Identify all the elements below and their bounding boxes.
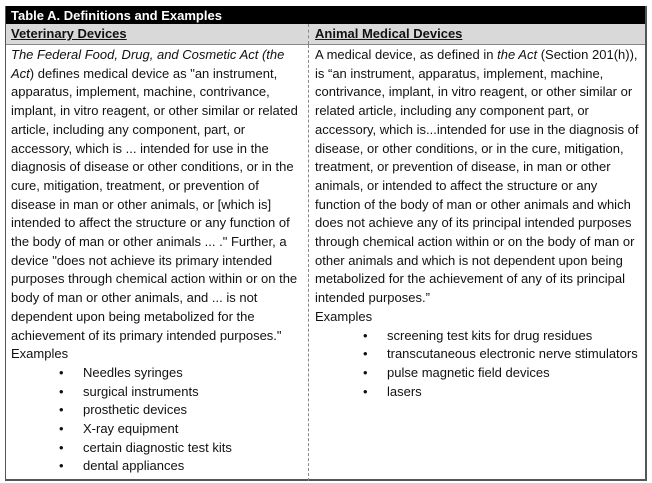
list-item bbox=[11, 457, 304, 476]
list-item bbox=[11, 383, 304, 402]
act-italic-reference: the Act bbox=[497, 47, 538, 62]
example-text: lasers bbox=[387, 383, 422, 399]
example-text: prosthetic devices bbox=[83, 402, 188, 418]
bullet-icon: • bbox=[363, 364, 368, 380]
column-heading-animal-medical-devices: Animal Medical Devices bbox=[315, 26, 463, 41]
example-text: Needles syringes bbox=[83, 364, 183, 380]
example-text: transcutaneous electronic nerve stimulators bbox=[387, 346, 638, 362]
example-text: pulse magnetic field devices bbox=[387, 364, 550, 380]
bullet-icon: • bbox=[363, 346, 368, 362]
animal-definition bbox=[315, 46, 639, 308]
bullet-icon: • bbox=[363, 383, 368, 399]
bullet-icon: • bbox=[59, 402, 64, 418]
example-text: certain diagnostic test kits bbox=[83, 439, 232, 455]
definition-text-after: (Section 201(h)), is “an instrument, apparatus, implement, machine, contrivance, implant, in vitro reagent, or other similar or related article, including any component part, or accessory, which is...intended for use in the diagnosis of disease, or other conditions, or in the cure, mitigation, treatment, or prevention of disease, in man or other animals, or intended to affect the structure or any function of the body of man or other animals and which does not achieve any of its principal intended purposes through chemical action within or on the body of man or other animals and which is not dependent upon being metabolized for the achievement of any of its principal intended purposes.” bbox=[315, 47, 639, 306]
bullet-icon: • bbox=[59, 439, 64, 455]
definitions-table bbox=[5, 6, 647, 481]
list-item bbox=[315, 364, 639, 383]
bullet-icon: • bbox=[59, 458, 64, 474]
example-text: X-ray equipment bbox=[83, 421, 179, 437]
column-heading-veterinary-devices: Veterinary Devices bbox=[6, 24, 309, 44]
examples-label: Examples bbox=[315, 308, 373, 324]
list-item bbox=[11, 420, 304, 439]
veterinary-definition bbox=[11, 46, 304, 345]
definition-text-before: A medical device, as defined in bbox=[315, 47, 498, 62]
bullet-icon: • bbox=[363, 327, 368, 343]
animal-examples-list bbox=[315, 327, 639, 402]
list-item bbox=[315, 383, 639, 402]
bullet-icon: • bbox=[59, 383, 64, 399]
veterinary-devices-cell bbox=[6, 45, 309, 481]
bullet-icon: • bbox=[59, 421, 64, 437]
list-item bbox=[11, 401, 304, 420]
examples-label: Examples bbox=[11, 346, 69, 362]
list-item bbox=[11, 439, 304, 458]
example-text: dental appliances bbox=[83, 458, 185, 474]
list-item bbox=[315, 327, 639, 346]
header-row bbox=[6, 24, 645, 45]
list-item bbox=[11, 364, 304, 383]
example-text: surgical instruments bbox=[83, 383, 199, 399]
animal-medical-devices-cell bbox=[309, 45, 645, 481]
body-row bbox=[6, 45, 645, 481]
definition-text: ) defines medical device as "an instrument, apparatus, implement, machine, contrivance, implant, in vitro reagent, or other similar or related article, including any component, part, or accessory, which is ... intended for use in the diagnosis of disease or other conditions, or in the cure, mitigation, treatment, or prevention of disease in man or other animals, or [which is] intended to affect the structure or any function of the body of man or other animals ... ." Further, a device "does not achieve its primary intended purposes through chemical action within or on the body of man or other animals, and ... is not dependent upon being metabolized for the achievement of its primary intended purposes." bbox=[11, 65, 298, 343]
act-italic-reference: The Federal Food, Drug, and Cosmetic Act (the Act bbox=[11, 47, 285, 81]
example-text: screening test kits for drug residues bbox=[387, 327, 593, 343]
bullet-icon: • bbox=[59, 364, 64, 380]
list-item bbox=[315, 345, 639, 364]
table-title: Table A. Definitions and Examples bbox=[6, 6, 645, 24]
veterinary-examples-list bbox=[11, 364, 304, 476]
